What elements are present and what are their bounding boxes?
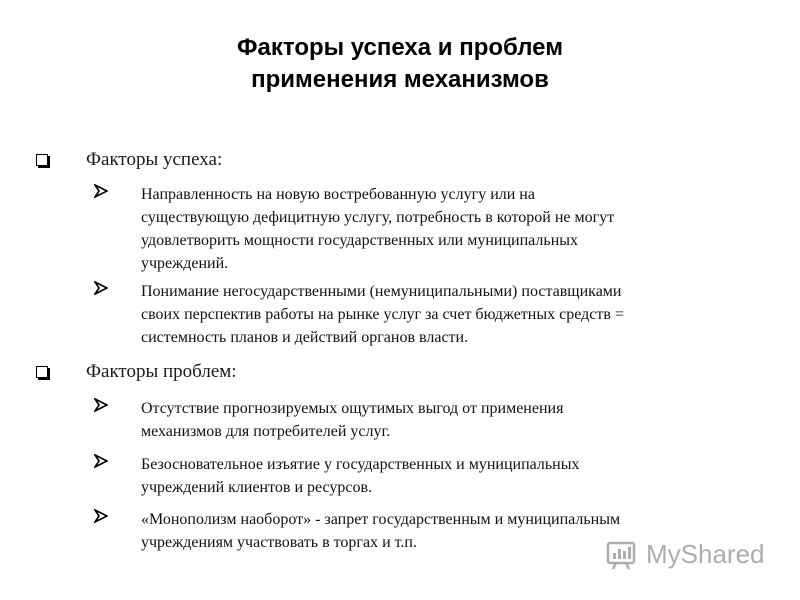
myshared-logo-icon — [606, 537, 640, 571]
bullet-text: Понимание негосударственными (немуниципальными) поставщиками своих перспектив работы на рынке услуг за счет бюджетных средств = системность планов и действий органов власти. — [141, 283, 624, 346]
list-item — [94, 280, 734, 349]
problem-factors-section — [34, 360, 774, 384]
arrow-bullet-icon — [94, 509, 108, 523]
section-heading — [34, 360, 774, 384]
watermark-text: MyShared — [646, 538, 765, 569]
success-factors-section — [34, 148, 774, 172]
title-line-2: применения механизмов — [251, 66, 549, 93]
arrow-bullet-icon — [94, 184, 108, 198]
list-item — [94, 453, 734, 499]
checkbox-bullet-icon — [36, 154, 48, 166]
myshared-watermark — [606, 534, 765, 574]
arrow-bullet-icon — [94, 454, 108, 468]
checkbox-bullet-icon — [36, 366, 48, 378]
title-line-1: Факторы успеха и проблем — [237, 34, 563, 61]
section-label: Факторы успеха: — [86, 149, 223, 170]
arrow-bullet-icon — [94, 398, 108, 412]
list-item — [94, 397, 734, 443]
bullet-text: Отсутствие прогнозируемых ощутимых выгод от применения механизмов для потребителей услуг. — [141, 400, 564, 440]
slide-title — [0, 32, 800, 96]
arrow-bullet-icon — [94, 281, 108, 295]
bullet-text: Безосновательное изъятие у государственных и муниципальных учреждений клиентов и ресурсов. — [141, 456, 580, 496]
bullet-text: Направленность на новую востребованную услугу или на существующую дефицитную услугу, потребность в которой не могут удовлетворить мощности государственных или муниципальных учреждений. — [141, 186, 615, 272]
section-label: Факторы проблем: — [86, 361, 237, 382]
list-item — [94, 183, 734, 275]
section-heading — [34, 148, 774, 172]
bullet-text: «Монополизм наоборот» - запрет государственным и муниципальным учреждениям участвовать в торгах и т.п. — [141, 511, 621, 551]
